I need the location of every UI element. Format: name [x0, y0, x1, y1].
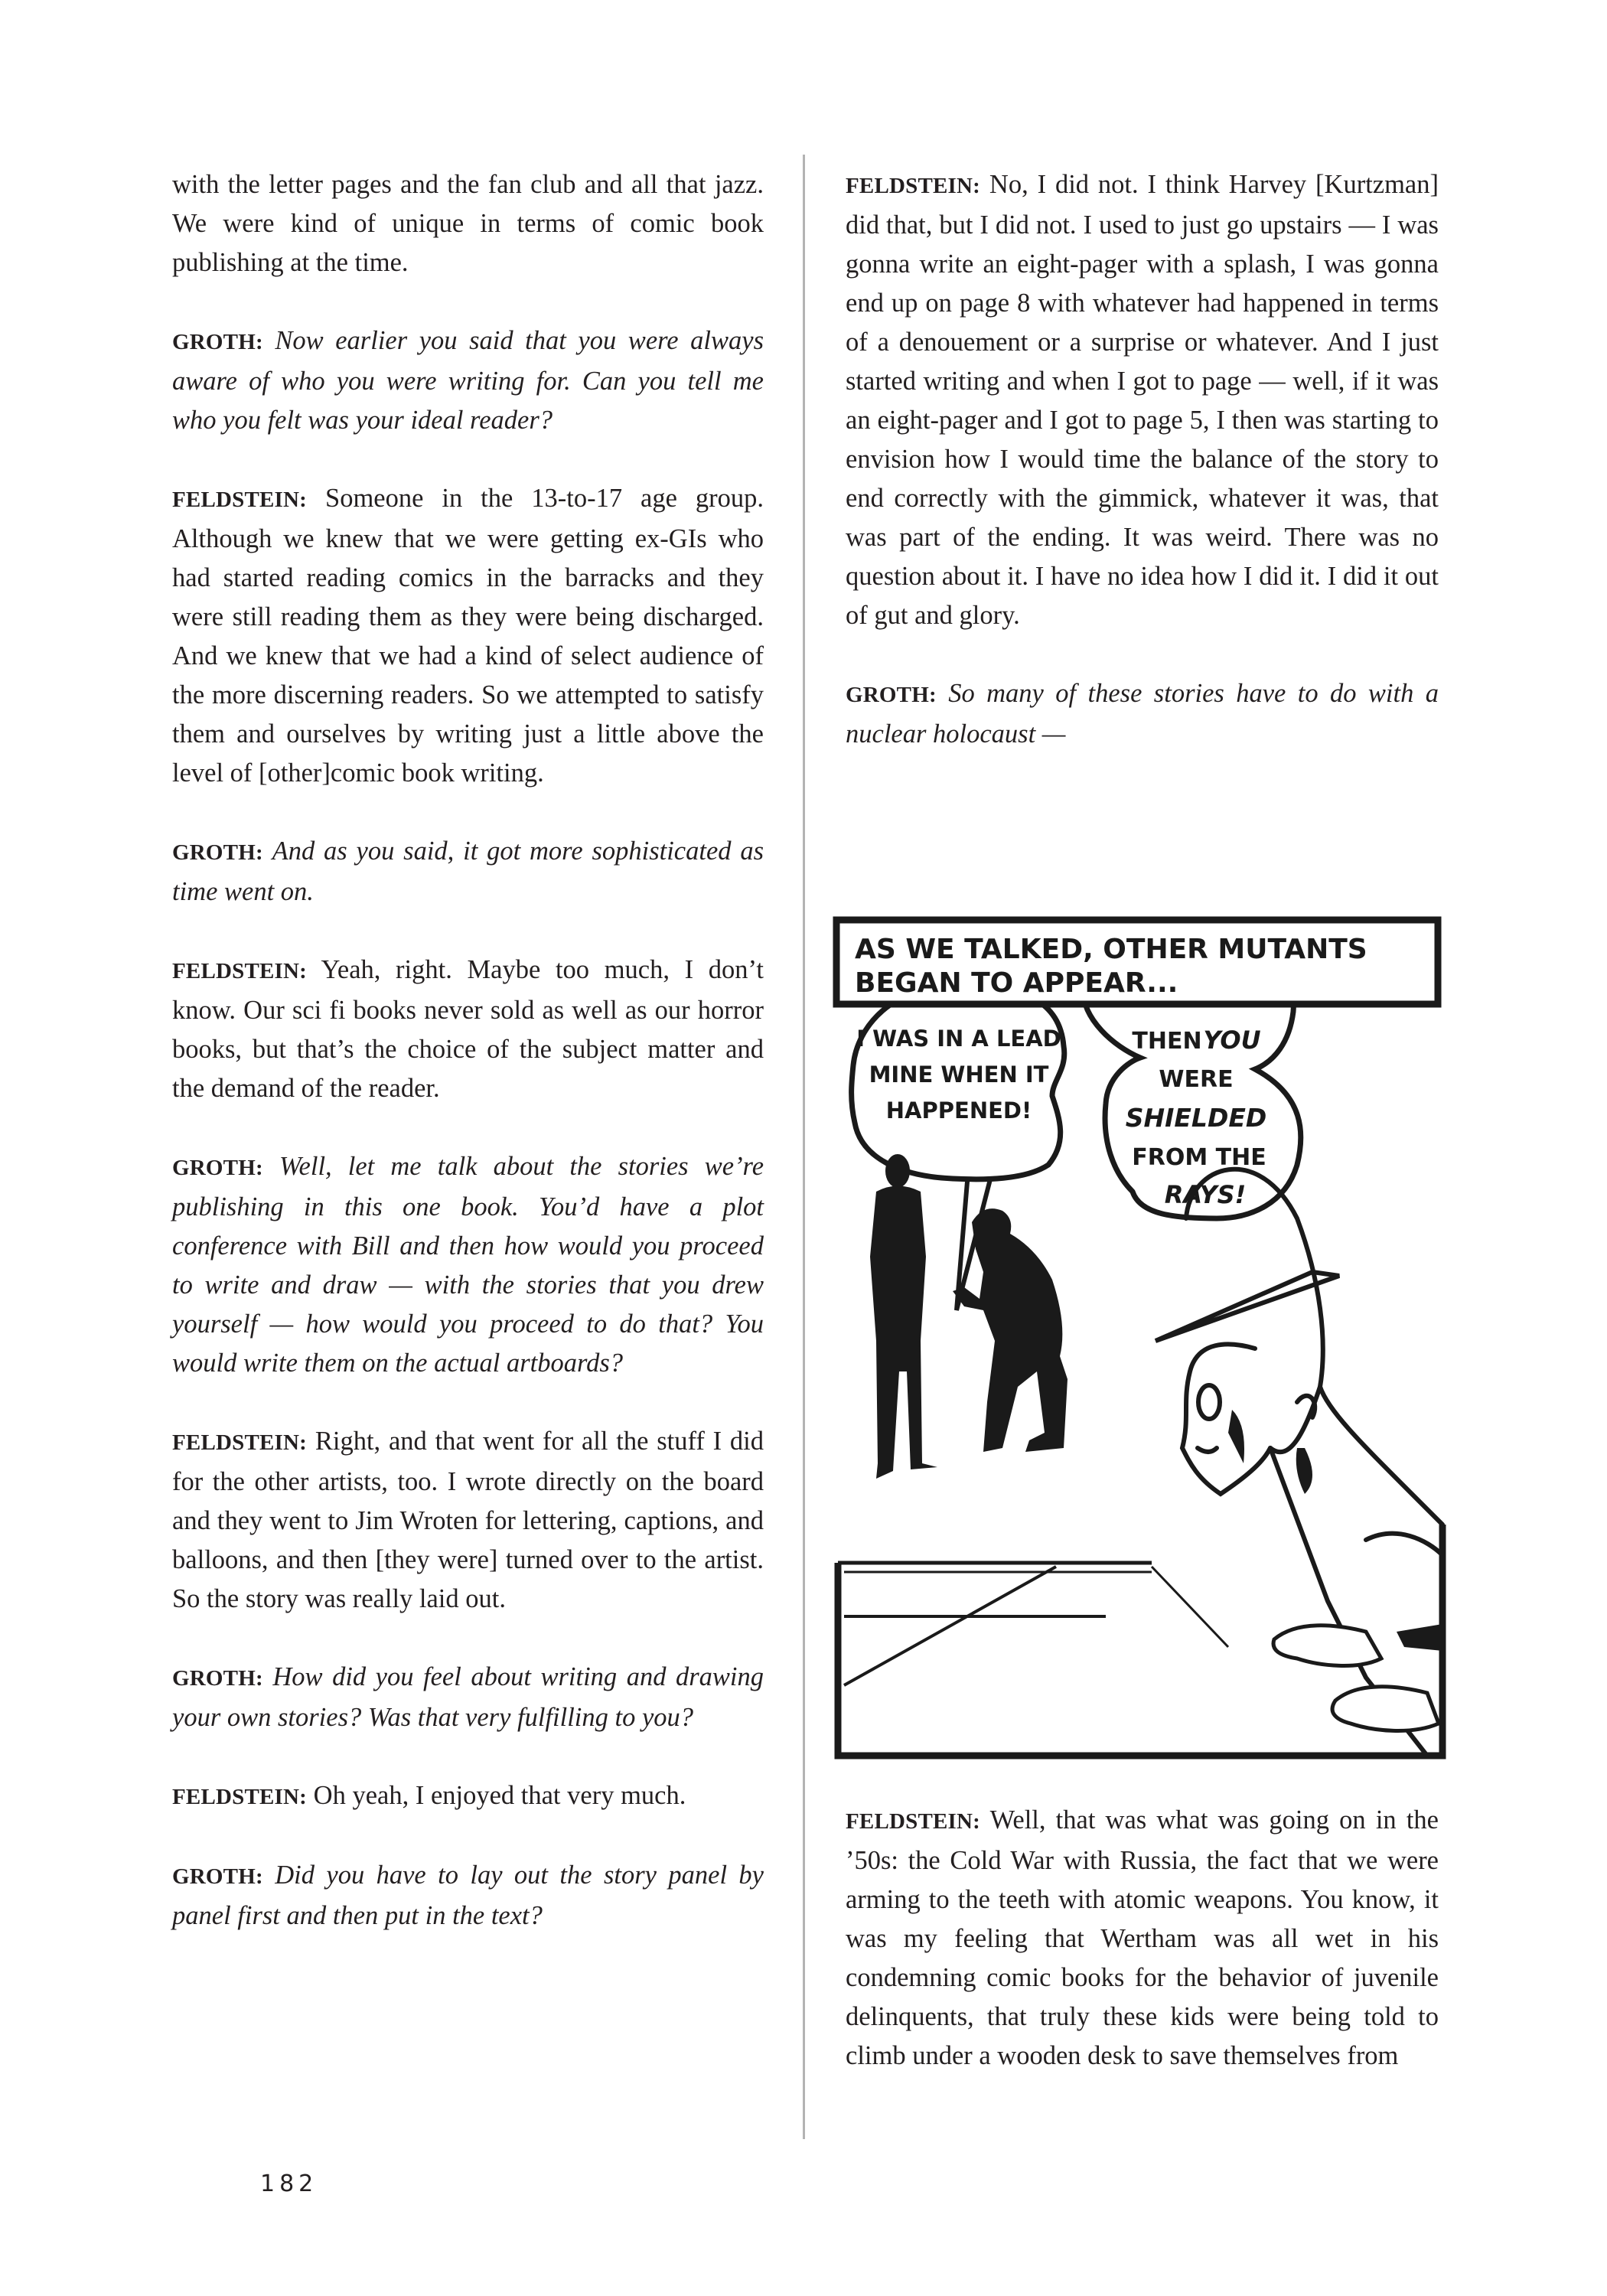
silhouette-standing-figure	[870, 1154, 937, 1479]
paragraph-text: Well, let me talk about the stories we’re publishing in this one book. You’d have a plot conference with Bill and then how would you proceed to write and draw — with the stories that you drew yourself — how would you proceed to do that? You would write them on the actual artboards?	[172, 1152, 764, 1378]
left-column	[172, 165, 764, 1975]
balloon-right-then: THEN	[1132, 1028, 1202, 1055]
paragraph-text: And as you said, it got more sophisticated as time went on.	[172, 837, 764, 906]
speaker-label: FELDSTEIN:	[172, 488, 308, 512]
speaker-label: FELDSTEIN:	[172, 1785, 308, 1809]
speaker-label: GROTH:	[846, 683, 937, 707]
balloon-right-were: WERE	[1159, 1066, 1234, 1093]
balloon-left-line-2: MINE WHEN IT	[869, 1062, 1049, 1088]
interview-answer	[172, 1422, 764, 1619]
speaker-label: GROTH:	[172, 1156, 263, 1180]
page-number: 182	[260, 2170, 318, 2197]
speaker-label: GROTH:	[172, 1666, 263, 1691]
balloon-right-from-the: FROM THE	[1132, 1144, 1266, 1171]
speaker-label: FELDSTEIN:	[172, 1430, 308, 1455]
speaker-label: GROTH:	[172, 330, 263, 354]
comic-panel-illustration	[830, 912, 1450, 1762]
interview-answer	[172, 951, 764, 1108]
balloon-right-shielded: SHIELDED	[1125, 1103, 1267, 1133]
balloon-left-line-3: HAPPENED!	[885, 1097, 1032, 1124]
interview-answer	[172, 165, 764, 282]
paragraph-text: Oh yeah, I enjoyed that very much.	[313, 1781, 686, 1810]
paragraph-text: So many of these stories have to do with a nuclear holocaust —	[846, 679, 1439, 748]
interview-question	[172, 1147, 764, 1383]
paragraph-text: How did you feel about writing and drawing your own stories? Was that very fulfilling to you?	[172, 1662, 764, 1732]
right-column	[846, 165, 1439, 793]
paragraph-text: Yeah, right. Maybe too much, I don’t know. Our sci fi books never sold as well as our horror books, but that’s the choice of the subject matter and the demand of the reader.	[172, 955, 764, 1103]
comic-art	[830, 912, 1450, 1762]
speaker-label: GROTH:	[172, 1864, 263, 1889]
interview-answer	[172, 1776, 764, 1817]
paragraph-text: Did you have to lay out the story panel by panel first and then put in the text?	[172, 1861, 764, 1930]
interview-question	[172, 1856, 764, 1936]
paragraph-text: Well, that was what was going on in the ’50s: the Cold War with Russia, the fact that we were arming to the teeth with atomic weapons. You know, it was my feeling that Wertham was all wet in his condemning comic books for the behavior of juvenile delinquents, that truly these kids were being told to climb under a wooden desk to save themselves from	[846, 1805, 1439, 2070]
paragraph-text: Now earlier you said that you were always aware of who you were writing for. Can you tell me who you felt was your ideal reader?	[172, 326, 764, 435]
interview-answer	[846, 165, 1439, 635]
balloon-right-rays: RAYS!	[1164, 1180, 1247, 1209]
text-after-panel	[846, 1801, 1439, 2115]
interview-question	[172, 832, 764, 912]
interview-answer	[172, 479, 764, 793]
paragraph-text: No, I did not. I think Harvey [Kurtzman] did that, but I did not. I used to just go upstairs — I was gonna write an eight-pager with a splash, I was gonna end up on page 8 with whatever had happened in terms of a denouement or a surprise or whatever. And I just started writing and when I got to page — well, if it was an eight-pager and I got to page 5, I then was starting to envision how I would time the balance of the story to end correctly with the gimmick, whatever it was, that was part of the ending. It was weird. There was no question about it. I have no idea how I did it. I did it out of gut and glory.	[846, 170, 1439, 630]
speaker-label: FELDSTEIN:	[846, 174, 981, 198]
interview-question	[846, 674, 1439, 754]
balloon-tail-right	[1156, 1272, 1339, 1341]
interview-question	[172, 321, 764, 440]
column-divider	[803, 155, 805, 2139]
paragraph-text: Someone in the 13-to-17 age group. Although we knew that we were getting ex-GIs who had started reading comics in the barracks and they were still reading them as they were being discharged. And we knew that we had a kind of select audience of the more discerning readers. So we attempted to satisfy them and ourselves by writing just a little above the level of [other]comic book writing.	[172, 484, 764, 788]
speaker-label: FELDSTEIN:	[846, 1809, 981, 1834]
balloon-left-line-1: I WAS IN A LEAD	[856, 1026, 1061, 1052]
balloon-right-you: YOU	[1203, 1026, 1261, 1055]
paragraph-text: Right, and that went for all the stuff I did for the other artists, too. I wrote directly on the board and they went to Jim Wroten for lettering, captions, and balloons, and then [they were] turned over to the artist. So the story was really laid out.	[172, 1427, 764, 1613]
interview-question	[172, 1658, 764, 1737]
speaker-label: GROTH:	[172, 840, 263, 865]
paragraph-text: with the letter pages and the fan club and all that jazz. We were kind of unique in terms of comic book publishing at the time.	[172, 170, 764, 277]
speaker-label: FELDSTEIN:	[172, 959, 308, 983]
caption-line-2: BEGAN TO APPEAR...	[855, 967, 1178, 999]
interview-answer	[846, 1801, 1439, 2076]
caption-line-1: AS WE TALKED, OTHER MUTANTS	[855, 934, 1367, 965]
bald-man-figure	[1182, 1169, 1442, 1756]
